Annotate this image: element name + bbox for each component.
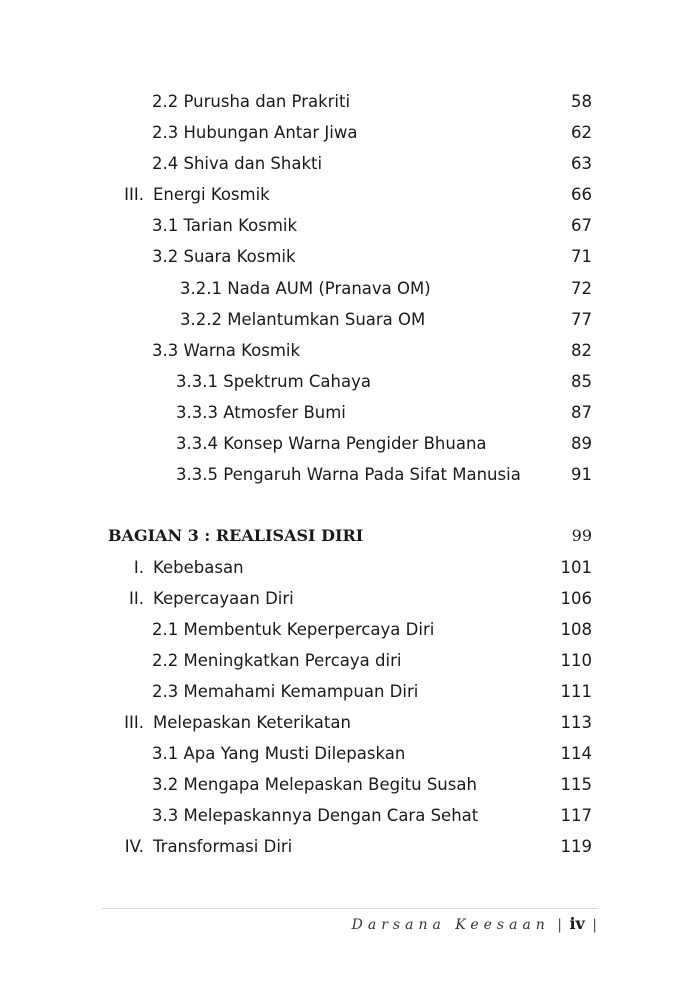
toc-entry-page: 101 xyxy=(560,558,592,577)
toc-entry xyxy=(152,120,592,146)
toc-entry-page: 82 xyxy=(571,341,592,360)
toc-entry-sub xyxy=(180,307,592,333)
toc-entry-sub xyxy=(180,276,592,302)
toc-entry-page: 117 xyxy=(560,806,592,825)
toc-entry-label: 3.3.1 Spektrum Cahaya xyxy=(176,372,371,391)
toc-entry-chapter xyxy=(100,586,592,612)
toc-entry xyxy=(152,617,592,643)
toc-entry-page: 63 xyxy=(571,154,592,173)
toc-entry-page: 66 xyxy=(571,185,592,204)
toc-entry-sub xyxy=(176,369,592,395)
footer-separator-left: | xyxy=(557,917,562,933)
toc-entry-label: 3.3 Warna Kosmik xyxy=(152,341,301,360)
toc-entry-page: 71 xyxy=(571,247,592,266)
toc-roman-numeral: II. xyxy=(129,589,144,608)
toc-entry-label: 3.3.4 Konsep Warna Pengider Bhuana xyxy=(176,434,487,453)
toc-entry-chapter xyxy=(100,834,592,860)
toc-entry xyxy=(152,679,592,705)
toc-entry-label: 3.2.1 Nada AUM (Pranava OM) xyxy=(180,279,431,298)
toc-entry xyxy=(152,741,592,767)
toc-roman-numeral: I. xyxy=(133,558,144,577)
toc-entry-label: 2.4 Shiva dan Shakti xyxy=(152,154,323,173)
footer-divider xyxy=(102,908,598,909)
toc-entry xyxy=(152,648,592,674)
toc-entry-page: 115 xyxy=(560,775,592,794)
toc-entry-page: 119 xyxy=(560,837,592,856)
toc-entry-page: 91 xyxy=(571,465,592,484)
toc-entry-label: 3.2 Suara Kosmik xyxy=(152,247,296,266)
toc-entry-label: 3.2 Mengapa Melepaskan Begitu Susah xyxy=(152,775,477,794)
toc-entry-page: 111 xyxy=(560,682,592,701)
toc-entry-label: 2.2 Meningkatkan Percaya diri xyxy=(152,651,402,670)
toc-entry-page: 77 xyxy=(571,310,592,329)
toc-entry xyxy=(152,213,592,239)
toc-entry-page: 62 xyxy=(571,123,592,142)
toc-entry-label: 3.3.3 Atmosfer Bumi xyxy=(176,403,346,422)
footer-page-number: iv xyxy=(569,914,585,933)
toc-entry-label: 2.2 Purusha dan Prakriti xyxy=(152,92,351,111)
toc-entry-page: 113 xyxy=(560,713,592,732)
toc-entry-label: 3.3 Melepaskannya Dengan Cara Sehat xyxy=(152,806,479,825)
toc-entry-label: 3.1 Tarian Kosmik xyxy=(152,216,298,235)
toc-entry xyxy=(152,151,592,177)
toc-entry-chapter xyxy=(100,182,592,208)
footer-book-title: Darsana Keesaan xyxy=(351,917,550,933)
toc-entry xyxy=(152,244,592,270)
footer-separator-right: | xyxy=(592,917,597,933)
toc-entry xyxy=(152,338,592,364)
toc-entry-label: Kepercayaan Diri xyxy=(153,589,294,608)
toc-entry-label: 2.3 Memahami Kemampuan Diri xyxy=(152,682,419,701)
toc-entry-page: 72 xyxy=(571,279,592,298)
toc-entry xyxy=(152,803,592,829)
toc-entry-label: 3.1 Apa Yang Musti Dilepaskan xyxy=(152,744,406,763)
toc-entry-chapter xyxy=(100,555,592,581)
toc-entry-page: 106 xyxy=(560,589,592,608)
toc-entry-label: 3.2.2 Melantumkan Suara OM xyxy=(180,310,426,329)
toc-entry-sub xyxy=(176,431,592,457)
toc-roman-numeral: III. xyxy=(124,713,144,732)
toc-entry-label: Kebebasan xyxy=(153,558,244,577)
toc-entry-page: 114 xyxy=(560,744,592,763)
toc-entry-page: 67 xyxy=(571,216,592,235)
toc-entry-label: 2.1 Membentuk Keperpercaya Diri xyxy=(152,620,435,639)
toc-entry-label: Energi Kosmik xyxy=(153,185,270,204)
toc-part-heading xyxy=(108,523,592,549)
toc-roman-numeral: IV. xyxy=(124,837,144,856)
toc-entry-label: 3.3.5 Pengaruh Warna Pada Sifat Manusia xyxy=(176,465,521,484)
page-footer xyxy=(352,912,600,936)
toc-entry-page: 89 xyxy=(571,434,592,453)
toc-entry-page: 85 xyxy=(571,372,592,391)
toc-part-title: BAGIAN 3 : REALISASI DIRI xyxy=(108,526,364,545)
toc-entry xyxy=(152,89,592,115)
toc-entry-page: 58 xyxy=(571,92,592,111)
toc-entry-page: 108 xyxy=(560,620,592,639)
toc-roman-numeral: III. xyxy=(124,185,144,204)
toc-entry xyxy=(152,772,592,798)
toc-entry-label: 2.3 Hubungan Antar Jiwa xyxy=(152,123,358,142)
toc-entry-sub xyxy=(176,400,592,426)
toc-entry-chapter xyxy=(100,710,592,736)
toc-entry-sub xyxy=(176,462,592,488)
toc-entry-page: 110 xyxy=(560,651,592,670)
toc-entry-label: Melepaskan Keterikatan xyxy=(153,713,351,732)
toc-entry-page: 99 xyxy=(571,526,592,545)
toc-entry-label: Transformasi Diri xyxy=(153,837,293,856)
toc-entry-page: 87 xyxy=(571,403,592,422)
